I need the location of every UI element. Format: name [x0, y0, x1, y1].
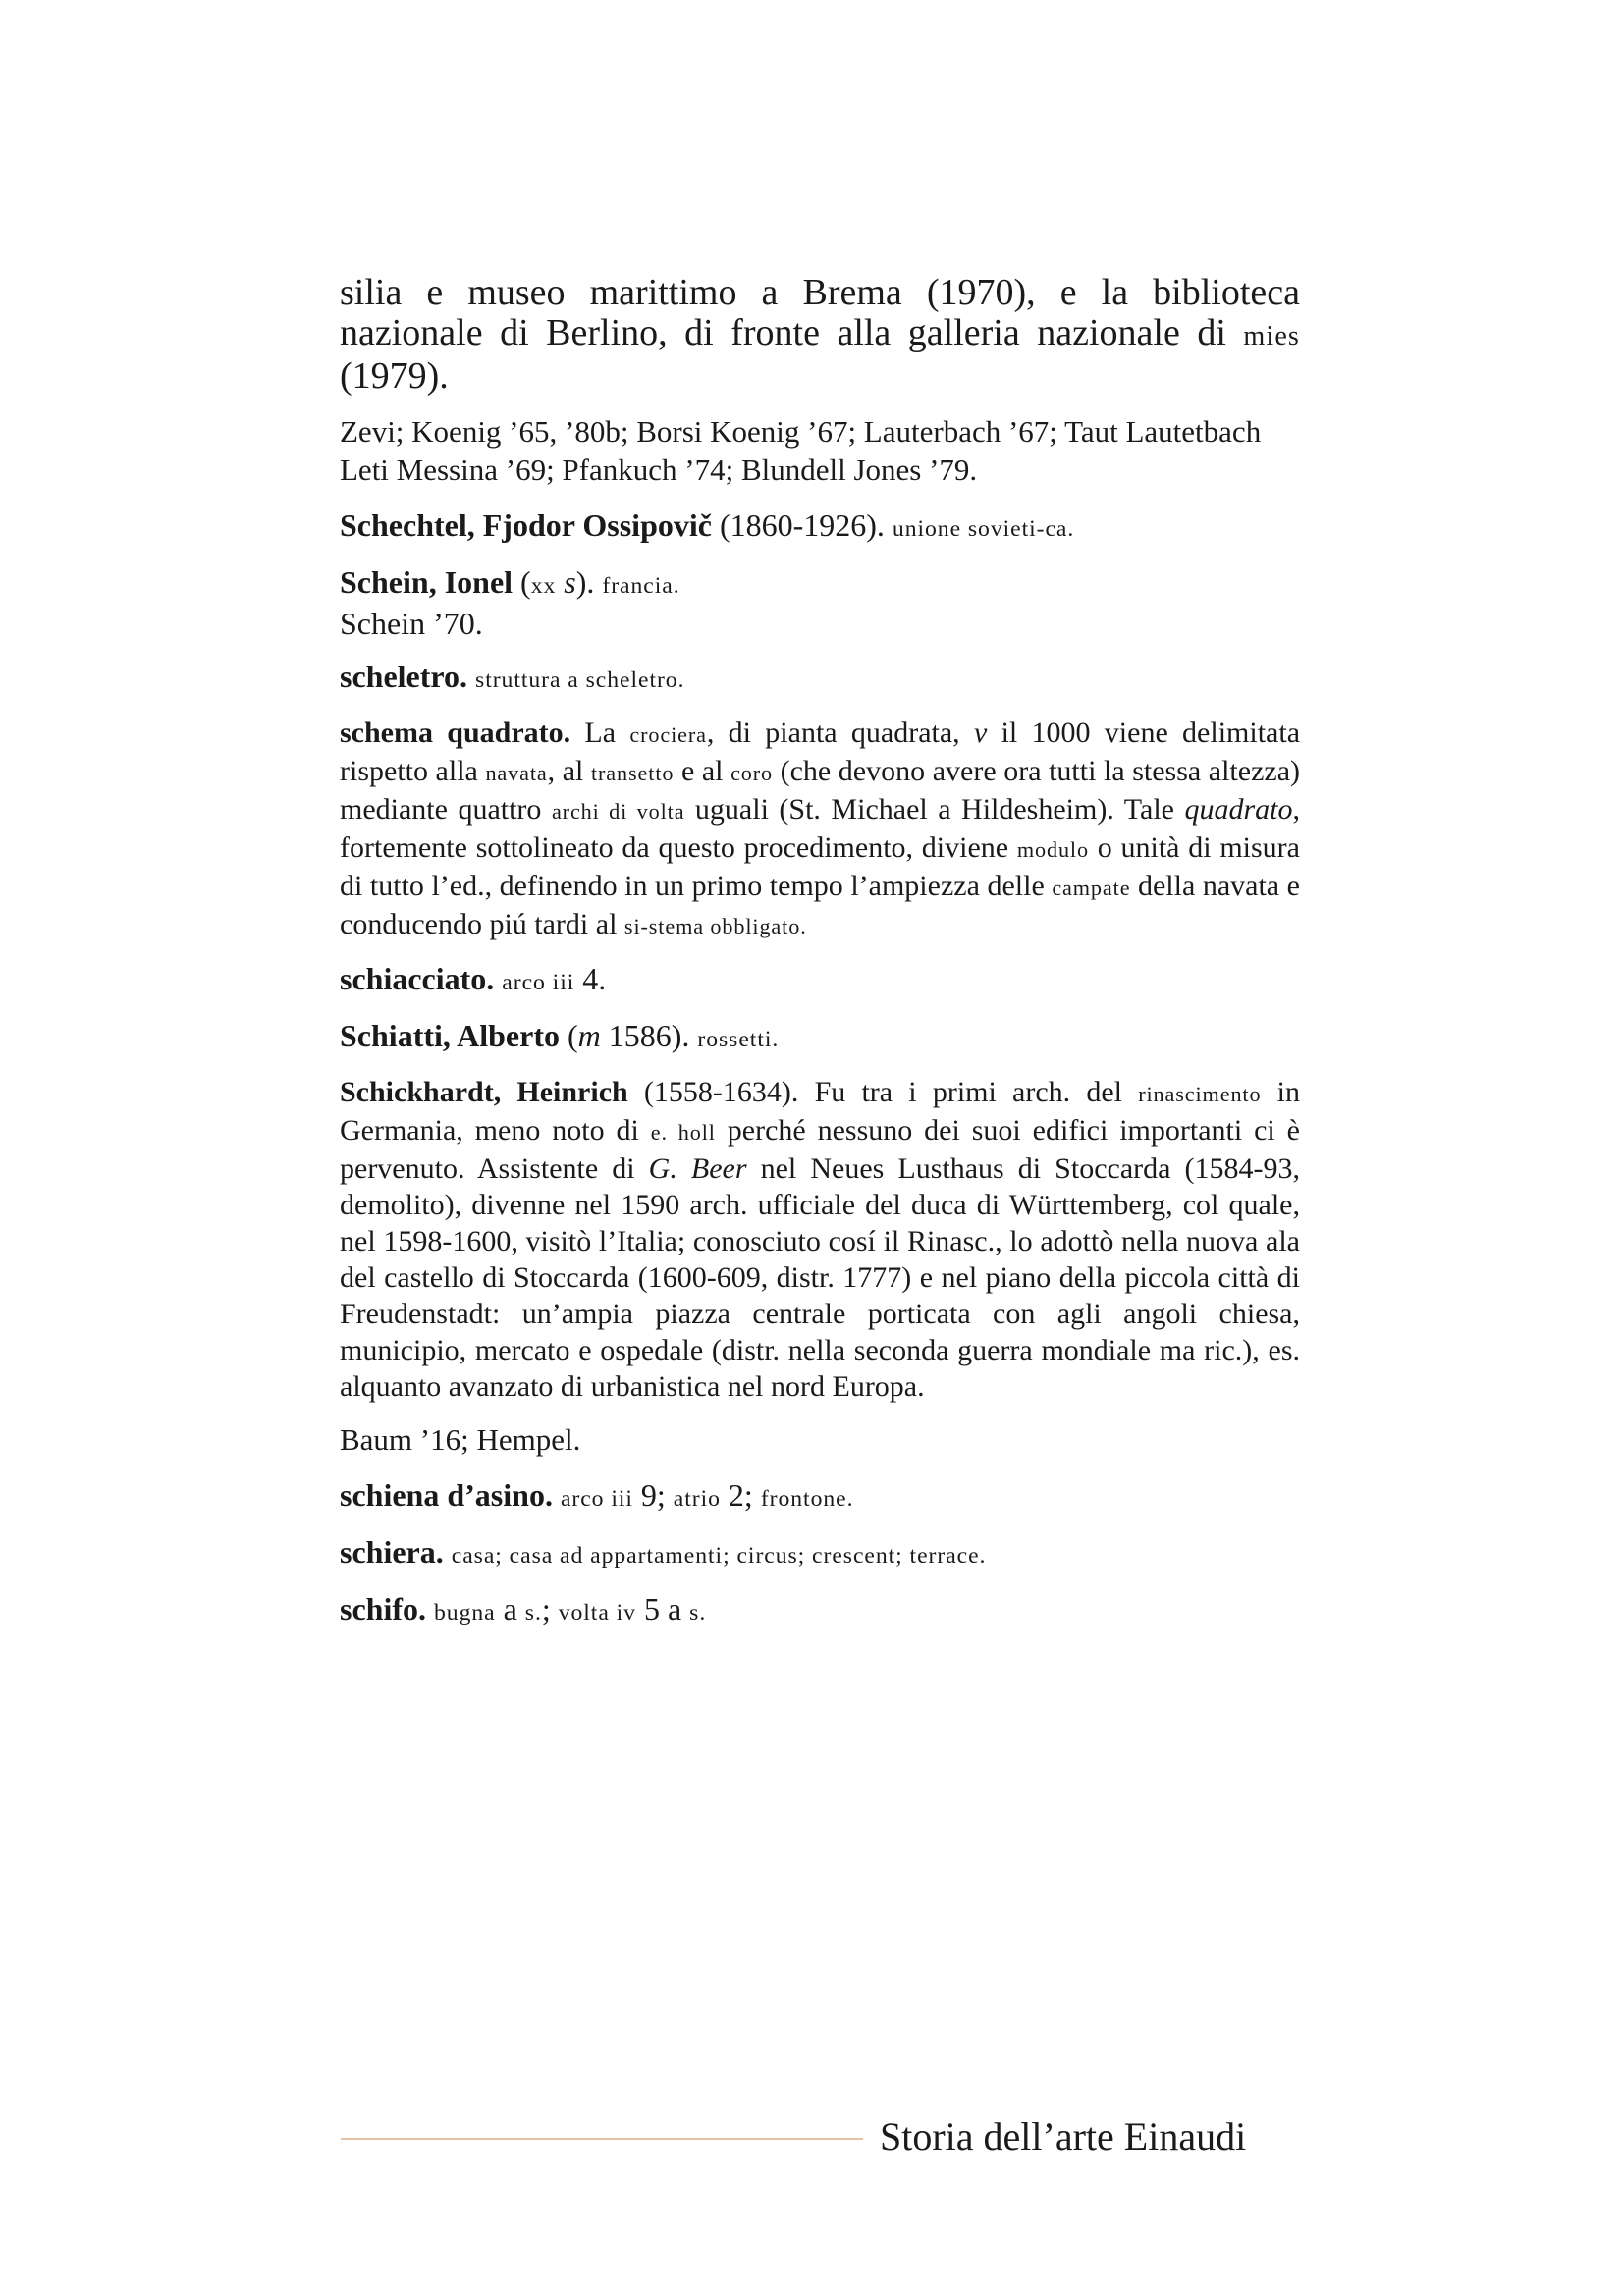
- entry-schiacciato: schiacciato. arco iii 4.: [340, 961, 607, 996]
- entry-schein-bibliography: Schein ’70.: [340, 606, 483, 641]
- bibliography-note: Baum ’16; Hempel.: [340, 1422, 581, 1457]
- entry-schiatti: Schiatti, Alberto (m 1586). rossetti.: [340, 1018, 780, 1053]
- page-body: [340, 273, 1300, 1647]
- entry-schiena-dasino: schiena d’asino. arco iii 9; atrio 2; frontone.: [340, 1477, 854, 1513]
- entry-schema-quadrato: schema quadrato. La crociera, di pianta quadrata, v il 1000 viene delimitata rispetto alla navata, al transetto e al coro (che devono avere ora tutti la stessa altezza) mediante quattro archi di volta uguali (St. Michael a Hildesheim). Tale quadrato, fortemente sottolineato da questo procedimento, diviene modulo o unità di misura di tutto l’ed., definendo in un primo tempo l’ampiezza delle campate della navata e conducendo piú tardi al si-stema obbligato.: [340, 717, 1301, 940]
- entry-schechtel: Schechtel, Fjodor Ossipovič (1860-1926). unione sovieti-ca.: [340, 507, 1075, 543]
- entry-scheletro: scheletro. struttura a scheletro.: [340, 659, 685, 694]
- footer-divider: [341, 2138, 863, 2140]
- footer-publisher: Storia dell’arte Einaudi: [880, 2114, 1247, 2159]
- entry-schifo: schifo. bugna a s.; volta iv 5 a s.: [340, 1591, 707, 1627]
- entry-continuation: silia e museo marittimo a Brema (1970), e la biblioteca nazionale di Berlino, di fronte alla galleria nazionale di mies (1979).: [340, 272, 1300, 397]
- bibliography-note: Zevi; Koenig ’65, ’80b; Borsi Koenig ’67; Lauterbach ’67; Taut Lautetbach Leti Messina ’69; Pfankuch ’74; Blundell Jones ’79.: [340, 414, 1262, 487]
- entry-schiera: schiera. casa; casa ad appartamenti; circus; crescent; terrace.: [340, 1534, 987, 1570]
- entry-schein: Schein, Ionel (xx s). francia. Schein ’70.: [340, 564, 680, 641]
- entry-schickhardt: Schickhardt, Heinrich (1558-1634). Fu tra i primi arch. del rinascimento in Germania, meno noto di e. holl perché nessuno dei suoi edifici importanti ci è pervenuto. Assistente di G. Beer nel Neues Lusthaus di Stoccarda (1584-93, demolito), divenne nel 1590 arch. ufficiale del duca di Württemberg, col quale, nel 1598-1600, visitò l’Italia; conosciuto cosí il Rinasc., lo adottò nella nuova ala del castello di Stoccarda (1600-609, distr. 1777) e nel piano della piccola città di Freudenstadt: un’ampia piazza centrale porticata con agli angoli chiesa, municipio, mercato e ospedale (distr. nella seconda guerra mondiale ma ric.), es. alquanto avanzato di urbanistica nel nord Europa.: [340, 1076, 1301, 1403]
